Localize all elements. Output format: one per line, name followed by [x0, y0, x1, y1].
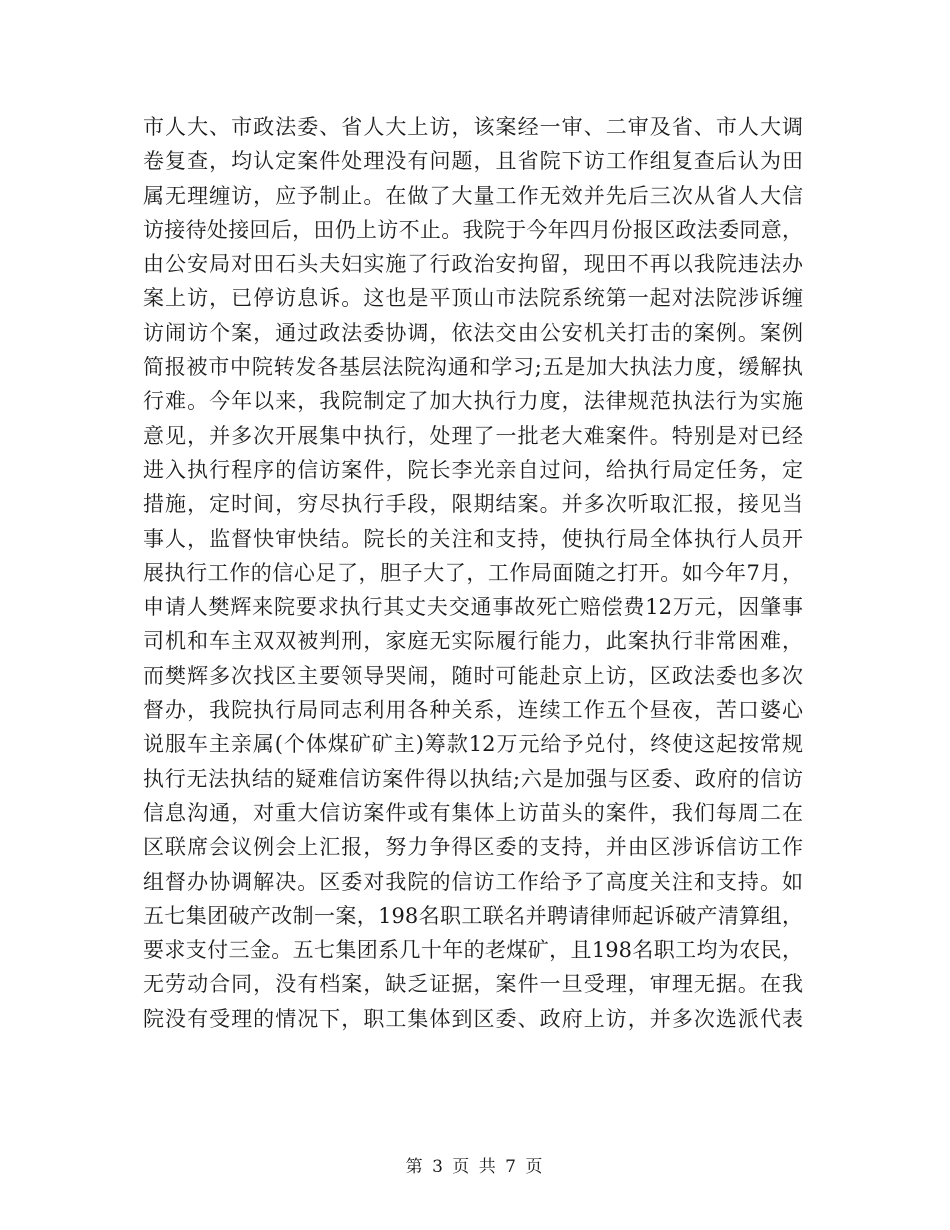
text-line: 措施，定时间，穷尽执行手段，限期结案。并多次听取汇报，接见当	[143, 492, 803, 517]
text-line: 五七集团破产改制一案，198名职工联名并聘请律师起诉破产清算组，	[143, 903, 803, 928]
text-line: 意见，并多次开展集中执行，处理了一批老大难案件。特别是对已经	[143, 423, 803, 448]
body-text	[143, 110, 803, 1036]
text-line: 院没有受理的情况下，职工集体到区委、政府上访，并多次选派代表	[143, 1006, 803, 1031]
text-line: 信息沟通，对重大信访案件或有集体上访苗头的案件，我们每周二在	[143, 800, 803, 825]
text-line: 无劳动合同，没有档案，缺乏证据，案件一旦受理，审理无据。在我	[143, 972, 803, 997]
text-line: 要求支付三金。五七集团系几十年的老煤矿，且198名职工均为农民，	[143, 938, 803, 963]
text-line: 督办，我院执行局同志利用各种关系，连续工作五个昼夜，苦口婆心	[143, 698, 803, 723]
text-line: 市人大、市政法委、省人大上访，该案经一审、二审及省、市人大调	[143, 115, 803, 139]
text-line: 简报被市中院转发各基层法院沟通和学习;五是加大执法力度，缓解执	[143, 355, 803, 380]
page-number-footer: 第 3 页 共 7 页	[405, 1157, 545, 1177]
text-line: 访接待处接回后，田仍上访不止。我院于今年四月份报区政法委同意，	[143, 217, 803, 242]
text-line: 组督办协调解决。区委对我院的信访工作给予了高度关注和支持。如	[143, 869, 803, 894]
text-line: 由公安局对田石头夫妇实施了行政治安拘留，现田不再以我院违法办	[143, 252, 803, 277]
text-line: 司机和车主双双被判刑，家庭无实际履行能力，此案执行非常困难，	[143, 629, 803, 654]
text-line: 属无理缠访，应予制止。在做了大量工作无效并先后三次从省人大信	[143, 183, 803, 208]
text-line: 事人，监督快审快结。院长的关注和支持，使执行局全体执行人员开	[143, 526, 803, 551]
text-line: 说服车主亲属(个体煤矿矿主)筹款12万元给予兑付，终使这起按常规	[143, 732, 803, 757]
text-line: 行难。今年以来，我院制定了加大执行力度，法律规范执法行为实施	[143, 389, 803, 414]
text-line: 案上访，已停访息诉。这也是平顶山市法院系统第一起对法院涉诉缠	[143, 286, 803, 311]
text-line: 进入执行程序的信访案件，院长李光亲自过问，给执行局定任务，定	[143, 457, 803, 482]
text-line: 展执行工作的信心足了，胆子大了，工作局面随之打开。如今年7月，	[143, 560, 803, 585]
text-line: 区联席会议例会上汇报，努力争得区委的支持，并由区涉诉信访工作	[143, 835, 803, 860]
text-line: 而樊辉多次找区主要领导哭闹，随时可能赴京上访，区政法委也多次	[143, 663, 803, 688]
text-line: 卷复查，均认定案件处理没有问题，且省院下访工作组复查后认为田	[143, 149, 803, 174]
text-line: 执行无法执结的疑难信访案件得以执结;六是加强与区委、政府的信访	[143, 766, 803, 791]
text-line: 访闹访个案，通过政法委协调，依法交由公安机关打击的案例。案例	[143, 320, 803, 345]
text-line: 申请人樊辉来院要求执行其丈夫交通事故死亡赔偿费12万元，因肇事	[143, 595, 803, 620]
